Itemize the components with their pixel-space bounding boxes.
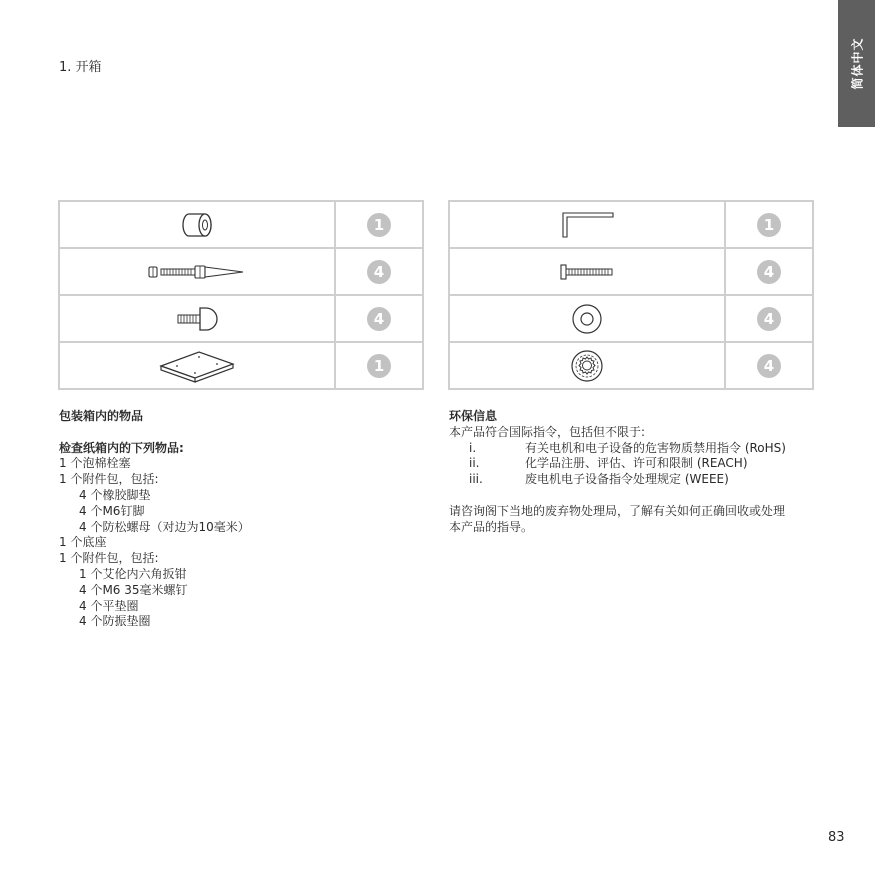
directive-text: 化学品注册、评估、许可和限制 (REACH)	[525, 456, 748, 471]
quantity-badge: 1	[757, 213, 781, 237]
package-contents	[59, 409, 429, 630]
language-tab-label: 简体中文	[850, 37, 865, 90]
quantity-badge: 4	[757, 354, 781, 378]
list-item: 4 个平垫圈	[79, 598, 139, 613]
table-row	[60, 249, 422, 294]
quantity-badge: 1	[367, 213, 391, 237]
base-plate-cell	[60, 343, 334, 388]
list-item: 4 个防振垫圈	[79, 614, 151, 629]
quantity-badge: 4	[367, 260, 391, 284]
qty-cell	[336, 296, 422, 341]
directive-item	[449, 441, 829, 457]
table-row	[450, 202, 812, 247]
lock-washer-cell	[450, 343, 724, 388]
list-item: 1 个泡棉栓塞	[59, 456, 131, 471]
qty-cell	[336, 343, 422, 388]
table-row	[450, 249, 812, 294]
table-row	[450, 296, 812, 341]
qty-cell	[336, 249, 422, 294]
list-item: 1 个底座	[59, 535, 107, 550]
qty-cell	[726, 343, 812, 388]
quantity-badge: 4	[757, 307, 781, 331]
list-item: 1 个附件包，包括:	[59, 551, 159, 566]
language-tab	[838, 0, 875, 127]
table-row	[60, 202, 422, 247]
foam-plug-cell	[60, 202, 334, 247]
section-title: 1. 开箱	[59, 60, 102, 75]
table-row	[60, 343, 422, 388]
disposal-text-line: 本产品的指导。	[449, 519, 534, 534]
list-item: 4 个M6 35毫米螺钉	[79, 582, 188, 597]
quantity-badge: 1	[367, 354, 391, 378]
directive-text: 有关电机和电子设备的危害物质禁用指令 (RoHS)	[525, 440, 786, 455]
list-item: 1 个附件包，包括:	[59, 472, 159, 487]
right-parts-table	[448, 200, 814, 390]
rubber-foot-screw-icon	[172, 304, 222, 334]
table-row	[60, 296, 422, 341]
environment-intro: 本产品符合国际指令，包括但不限于:	[449, 424, 646, 439]
rubber-foot-cell	[60, 296, 334, 341]
screw-cell	[450, 249, 724, 294]
table-row	[450, 343, 812, 388]
flat-washer-cell	[450, 296, 724, 341]
directive-number: ii.	[469, 456, 480, 471]
left-parts-table	[58, 200, 424, 390]
contents-subheading: 检查纸箱内的下列物品:	[59, 440, 184, 455]
page-number: 83	[828, 830, 845, 845]
directive-number: i.	[469, 440, 477, 455]
m6-screw-icon	[557, 262, 617, 282]
qty-cell	[336, 202, 422, 247]
spike-cell	[60, 249, 334, 294]
environment-heading: 环保信息	[449, 409, 498, 423]
list-item: 4 个防松螺母（对边为10毫米）	[79, 519, 250, 534]
qty-cell	[726, 249, 812, 294]
directive-text: 废电机电子设备指令处理规定 (WEEE)	[525, 472, 729, 487]
quantity-badge: 4	[367, 307, 391, 331]
list-item: 4 个M6钉脚	[79, 503, 145, 518]
lock-washer-icon	[569, 348, 605, 384]
directive-item	[449, 456, 829, 472]
directive-number: iii.	[469, 472, 483, 487]
foam-plug-icon	[167, 210, 227, 240]
allen-key-cell	[450, 202, 724, 247]
spike-with-nut-icon	[147, 262, 247, 282]
directive-item	[449, 472, 829, 488]
flat-washer-icon	[569, 301, 605, 337]
list-item: 4 个橡胶脚垫	[79, 487, 151, 502]
environment-info	[449, 409, 829, 535]
disposal-text-line: 请咨询阁下当地的废弃物处理局，了解有关如何正确回收或处理	[449, 503, 786, 518]
qty-cell	[726, 202, 812, 247]
base-plate-icon	[157, 346, 237, 386]
list-item: 1 个艾伦内六角扳钳	[79, 566, 187, 581]
quantity-badge: 4	[757, 260, 781, 284]
qty-cell	[726, 296, 812, 341]
allen-key-icon	[557, 210, 617, 240]
contents-heading: 包装箱内的物品	[59, 409, 144, 423]
